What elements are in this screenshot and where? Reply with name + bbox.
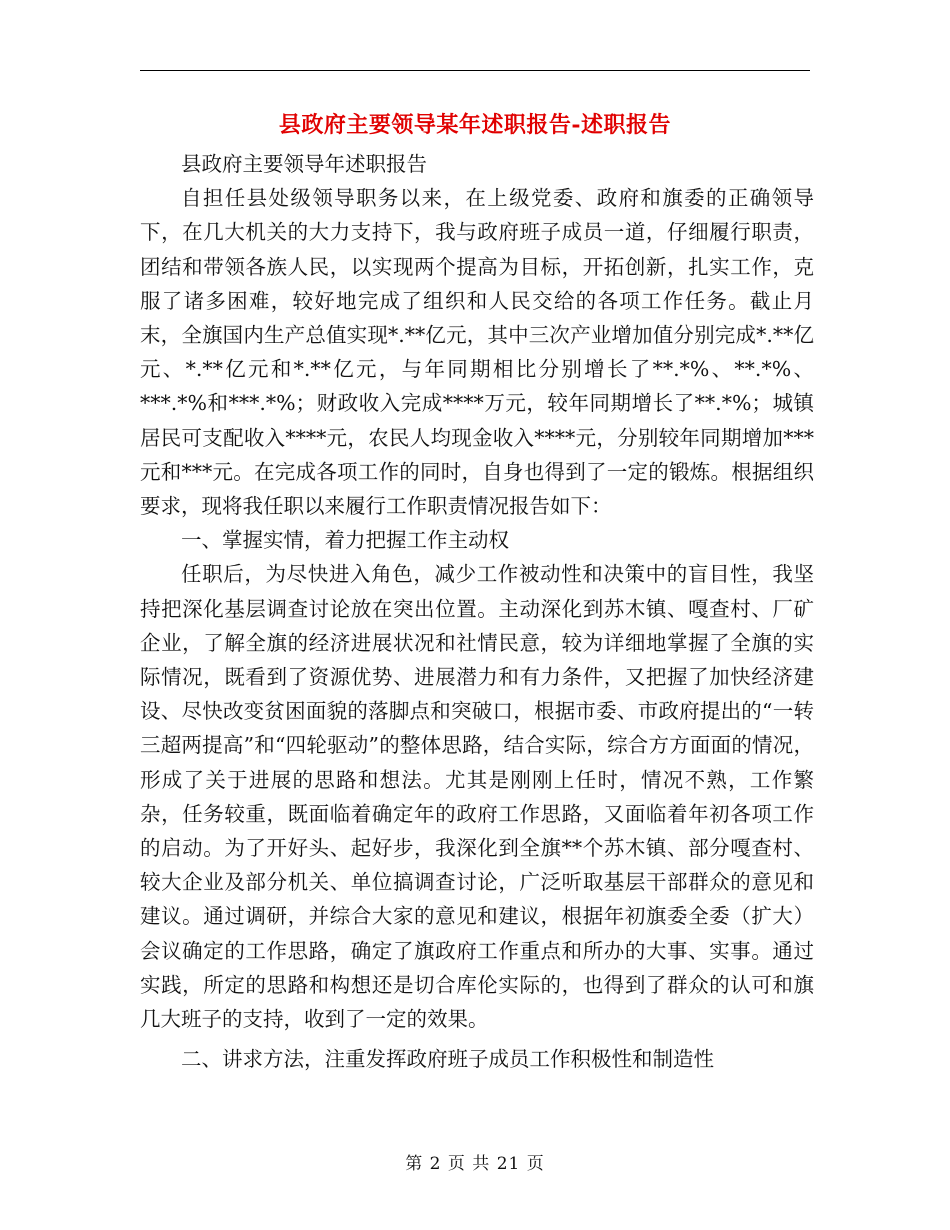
document-title: 县政府主要领导某年述职报告-述职报告 (278, 112, 672, 138)
page-number-footer: 第 2 页 共 21 页 (405, 1154, 545, 1174)
section-1-paragraph: 任职后，为尽快进入角色，减少工作被动性和决策中的盲目性，我坚持把深化基层调查讨论放在突出位置。主动深化到苏木镇、嘎查村、厂矿企业，了解全旗的经济进展状况和社情民意，较为详细地掌握了全旗的实际情况，既看到了资源优势、进展潜力和有力条件，又把握了加快经济建设、尽快改变贫困面貌的落脚点和突破口，根据市委、市政府提出的“一转三超两提高”和“四轮驱动”的整体思路，结合实际，综合方方面面的情况，形成了关于进展的思路和想法。尤其是刚刚上任时，情况不熟，工作繁杂，任务较重，既面临着确定年的政府工作思路，又面临着年初各项工作的启动。为了开好头、起好步，我深化到全旗**个苏木镇、部分嘎查村、较大企业及部分机关、单位搞调查讨论，广泛听取基层干部群众的意见和建议。通过调研，并综合大家的意见和建议，根据年初旗委全委（扩大）会议确定的工作思路，确定了旗政府工作重点和所办的大事、实事。通过实践，所定的思路和构想还是切合库伦实际的，也得到了群众的认可和旗几大班子的支持，收到了一定的效果。 (140, 562, 814, 1032)
section-heading-1: 一、掌握实情，着力把握工作主动权 (181, 528, 509, 553)
subtitle-paragraph: 县政府主要领导年述职报告 (181, 152, 427, 176)
section-heading-2: 二、讲求方法，注重发挥政府班子成员工作积极性和制造性 (181, 1047, 714, 1072)
header-rule (140, 70, 810, 71)
document-body (140, 147, 814, 1076)
intro-paragraph: 自担任县处级领导职务以来，在上级党委、政府和旗委的正确领导下，在几大机关的大力支持下，我与政府班子成员一道，仔细履行职责，团结和带领各族人民，以实现两个提高为目标，开拓创新，扎实工作，克服了诸多困难，较好地完成了组织和人民交给的各项工作任务。截止月末，全旗国内生产总值实现*.**亿元，其中三次产业增加值分别完成*.**亿元、*.**亿元和*.**亿元，与年同期相比分别增长了**.*%、**.*%、***.*%和***.*%；财政收入完成****万元，较年同期增长了**.*%；城镇居民可支配收入****元，农民人均现金收入****元，分别较年同期增加***元和***元。在完成各项工作的同时，自身也得到了一定的锻炼。根据组织要求，现将我任职以来履行工作职责情况报告如下： (140, 186, 814, 519)
